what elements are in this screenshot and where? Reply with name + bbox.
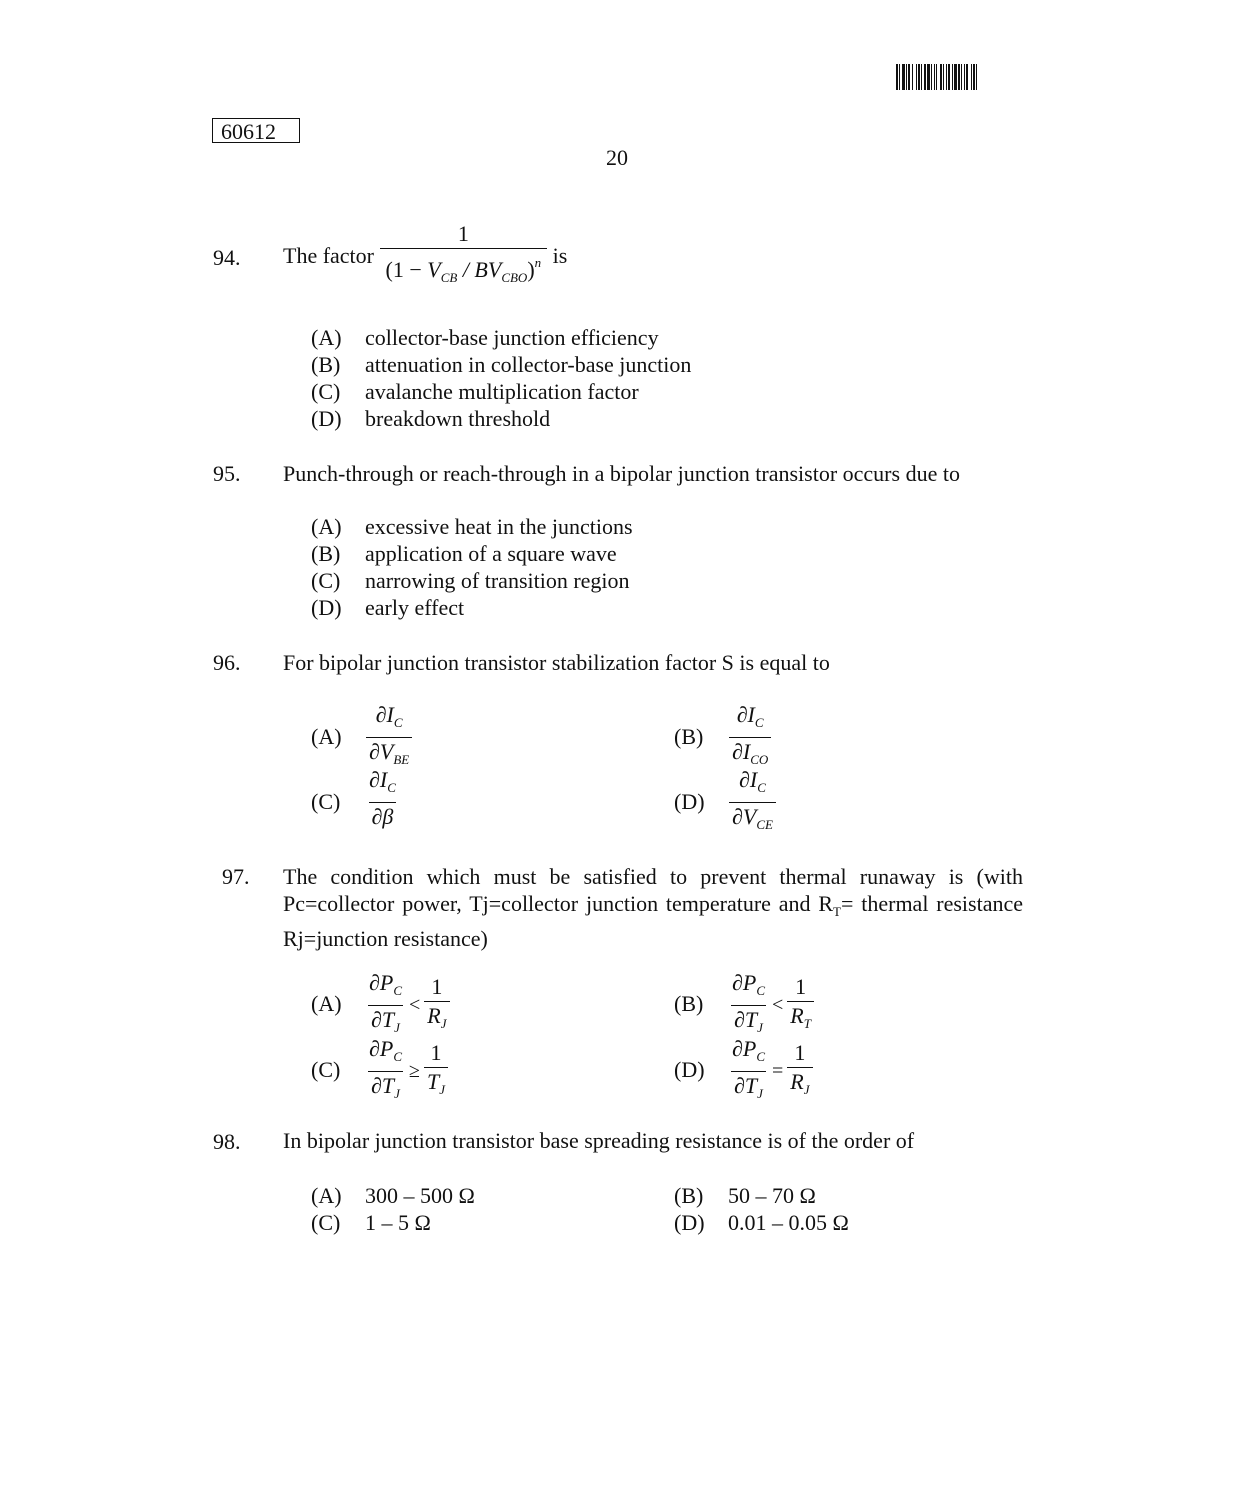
option-label: (A) xyxy=(311,514,342,539)
option-formula: $\frac{\partial I_C}{\partial V_{BE}}$ xyxy=(366,703,412,772)
question-text: Punch-through or reach-through in a bipolar junction transistor occurs due to xyxy=(283,461,960,486)
option-text: avalanche multiplication factor xyxy=(365,379,639,404)
option-label: (A) xyxy=(311,991,342,1016)
option-text: collector-base junction efficiency xyxy=(365,325,659,350)
multiplication-formula: $\frac{1}{(1 - V_{CB} / BV_{CBO})^n}$ xyxy=(380,222,548,290)
option-label: (B) xyxy=(311,541,341,566)
question-stem xyxy=(283,222,567,290)
option-label: (A) xyxy=(311,724,342,749)
option-formula: $\frac{\partial I_C}{\partial I_{CO}}$ xyxy=(729,703,771,772)
option-label: (C) xyxy=(311,379,341,404)
option-text: application of a square wave xyxy=(365,541,617,566)
option-formula: $\frac{\partial I_C}{\partial V_{CE}}$ xyxy=(729,768,776,837)
option-label: (A) xyxy=(311,325,342,350)
option-label: (C) xyxy=(311,789,341,814)
option-label: (C) xyxy=(311,568,341,593)
option-label: (D) xyxy=(311,406,342,431)
option-text: 0.01 – 0.05 Ω xyxy=(728,1210,849,1235)
option-label: (A) xyxy=(311,1183,342,1208)
barcode-bar xyxy=(977,64,979,90)
paper-code-box: 60612 xyxy=(212,118,300,143)
barcode xyxy=(896,64,1048,90)
option-label: (D) xyxy=(311,595,342,620)
option-text: 1 – 5 Ω xyxy=(365,1210,431,1235)
option-text: early effect xyxy=(365,595,465,620)
question-text: In bipolar junction transistor base spreading resistance is of the order of xyxy=(283,1128,915,1153)
question-number: 94. xyxy=(213,245,241,270)
option-formula: $\frac{\partial I_C}{\partial\beta}$ xyxy=(366,768,399,837)
option-formula: $\frac{\partial P_C}{\partial T_J}$ = $\frac{1}{R_J}$ xyxy=(729,1037,813,1106)
option-label: (B) xyxy=(674,1183,704,1208)
option-label: (B) xyxy=(311,352,341,377)
option-label: (D) xyxy=(674,1210,705,1235)
question-text-tail: is xyxy=(552,243,568,268)
option-text: narrowing of transition region xyxy=(365,568,630,593)
option-label: (B) xyxy=(674,724,704,749)
page-number: 20 xyxy=(606,145,628,170)
option-label: (D) xyxy=(674,789,705,814)
question-number: 98. xyxy=(213,1129,241,1154)
option-formula: $\frac{\partial P_C}{\partial T_J}$ < $\frac{1}{R_T}$ xyxy=(729,971,814,1040)
option-label: (C) xyxy=(311,1210,341,1235)
question-text: For bipolar junction transistor stabilization factor S is equal to xyxy=(283,650,830,675)
option-label: (B) xyxy=(674,991,704,1016)
option-text: breakdown threshold xyxy=(365,406,551,431)
option-label: (D) xyxy=(674,1057,705,1082)
option-formula: $\frac{\partial P_C}{\partial T_J}$ ≥ $\frac{1}{T_J}$ xyxy=(366,1037,448,1106)
question-number: 96. xyxy=(213,650,241,675)
question-number: 95. xyxy=(213,461,241,486)
option-text: 300 – 500 Ω xyxy=(365,1183,475,1208)
question-number: 97. xyxy=(222,864,250,889)
option-text: attenuation in collector-base junction xyxy=(365,352,692,377)
question-text: The factor xyxy=(283,243,374,268)
option-text: excessive heat in the junctions xyxy=(365,514,633,539)
question-text: The condition which must be satisfied to prevent thermal runaway is (with Pc=collector power, Tj=collector junction temperature and $R_T=$ thermal resistance Rj=junction resistance) xyxy=(283,864,1023,951)
option-formula: $\frac{\partial P_C}{\partial T_J}$ < $\frac{1}{R_J}$ xyxy=(366,971,450,1040)
option-label: (C) xyxy=(311,1057,341,1082)
option-text: 50 – 70 Ω xyxy=(728,1183,816,1208)
